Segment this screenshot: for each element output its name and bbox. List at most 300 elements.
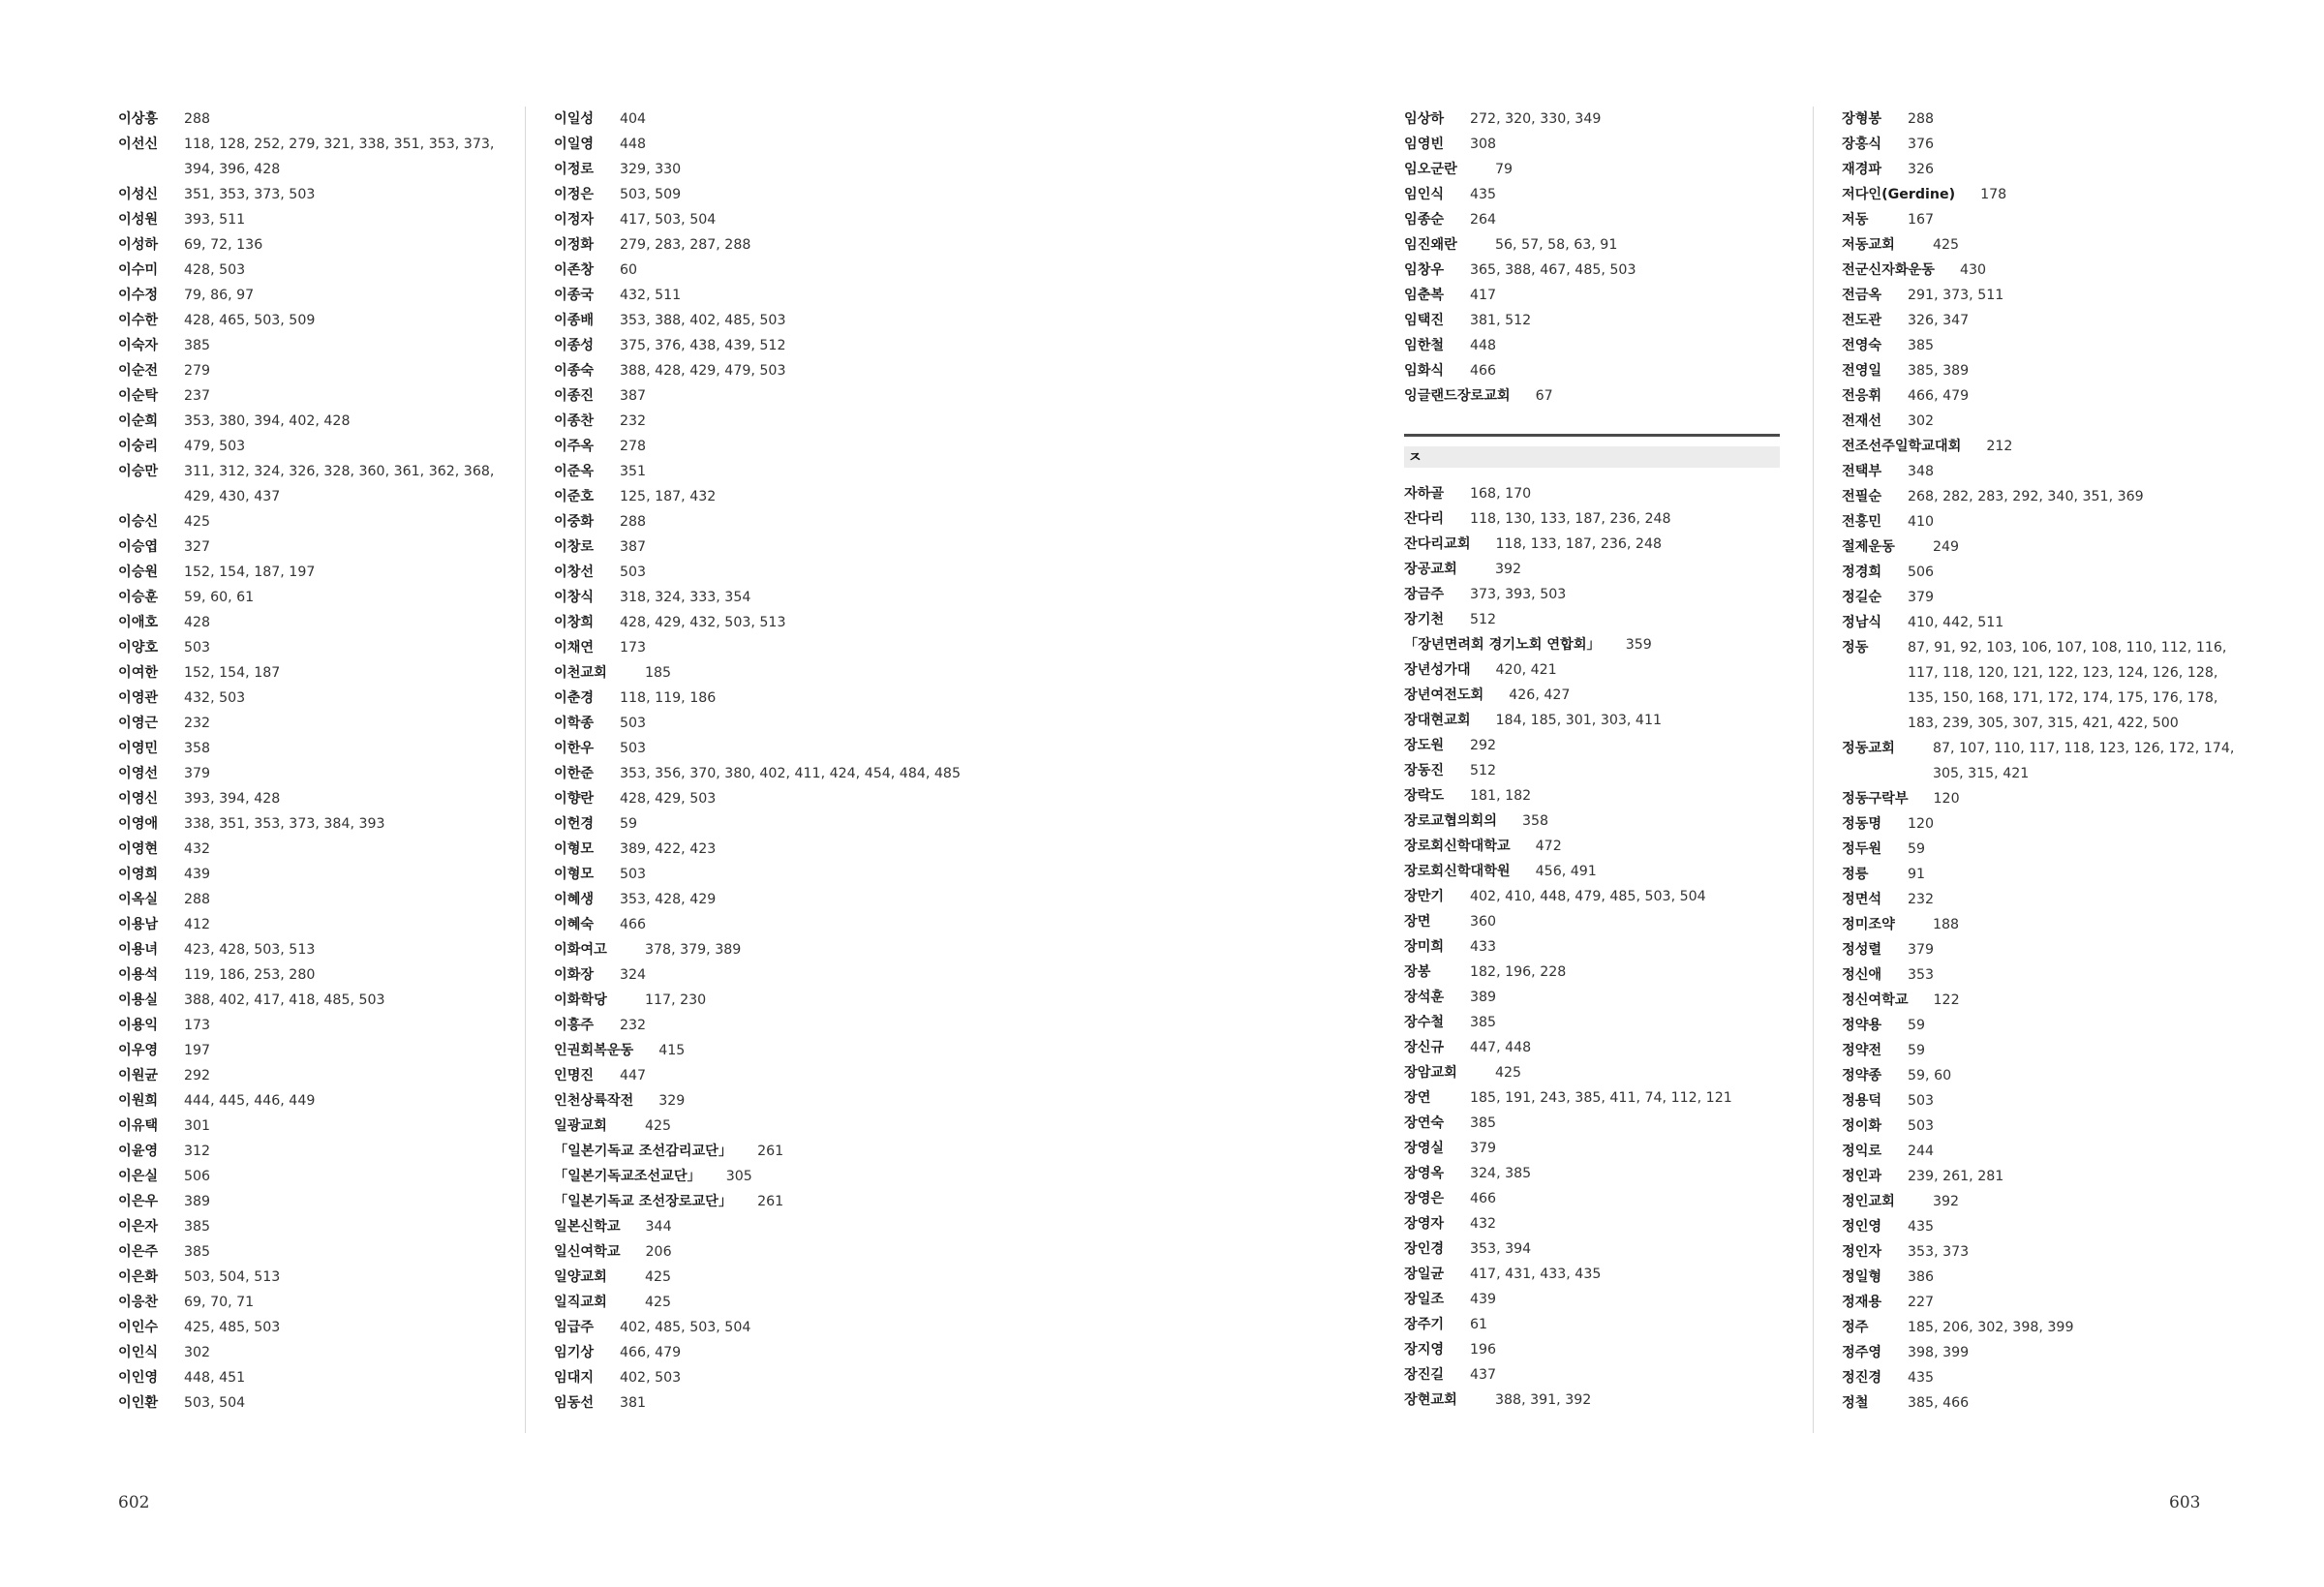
index-page-refs: 311, 312, 324, 326, 328, 360, 361, 362, 368, 429, 430, 437 — [184, 464, 495, 504]
index-entry — [118, 660, 505, 686]
index-entry — [1842, 736, 2248, 786]
index-page-refs: 288 — [184, 111, 211, 127]
index-entry — [1404, 1312, 1791, 1337]
section-heading — [1404, 434, 1780, 468]
index-entry — [118, 1365, 505, 1390]
index-entry — [1404, 683, 1791, 708]
index-page-refs: 439 — [184, 867, 211, 882]
index-entry — [554, 434, 961, 459]
index-page-refs: 305 — [725, 1169, 752, 1184]
index-page-refs: 59, 60, 61 — [184, 590, 255, 605]
index-page-refs: 69, 70, 71 — [184, 1295, 255, 1310]
index-entry — [118, 207, 505, 232]
column-divider — [1813, 107, 1814, 1433]
index-page-refs: 324 — [620, 967, 647, 983]
index-page-refs: 503 — [1908, 1093, 1935, 1109]
index-entry — [554, 585, 961, 610]
index-entry — [1842, 862, 2248, 887]
index-page-refs: 264 — [1470, 212, 1497, 228]
index-term: 절제운동 — [1842, 539, 1895, 555]
index-page-refs: 503, 509 — [620, 187, 682, 202]
index-entry — [1404, 1262, 1791, 1287]
index-term: 장동진 — [1404, 763, 1445, 778]
index-term: 장만기 — [1404, 889, 1445, 904]
index-entry — [554, 509, 961, 534]
index-page-refs: 417 — [1470, 288, 1497, 303]
index-entry — [1842, 484, 2248, 509]
index-term: 이은자 — [118, 1219, 159, 1235]
index-entry — [1404, 783, 1791, 809]
index-term: 정주 — [1842, 1320, 1869, 1335]
index-entry — [118, 182, 505, 207]
index-page-refs: 232 — [620, 1018, 647, 1033]
index-entry — [118, 1315, 505, 1340]
index-entry — [118, 1013, 505, 1038]
index-term: 장로회신학대학원 — [1404, 864, 1511, 879]
index-page-refs: 59, 60 — [1908, 1068, 1952, 1083]
index-term: 전택부 — [1842, 464, 1882, 479]
index-entry — [118, 811, 505, 837]
index-term: 장년여전도회 — [1404, 687, 1484, 703]
index-page-refs: 79 — [1495, 162, 1514, 177]
index-page-refs: 292 — [1470, 738, 1497, 753]
index-page-refs: 375, 376, 438, 439, 512 — [620, 338, 786, 353]
index-term: 정재용 — [1842, 1295, 1882, 1310]
index-term: 이존창 — [554, 262, 595, 278]
index-term: 장봉 — [1404, 964, 1431, 980]
index-page-refs: 432 — [1470, 1216, 1497, 1232]
index-page-refs: 387 — [620, 539, 647, 555]
index-entry — [1842, 1189, 2248, 1214]
index-page-refs: 379 — [1908, 590, 1935, 605]
index-term: 임춘복 — [1404, 288, 1445, 303]
index-term: 이상흥 — [118, 111, 159, 127]
index-page-refs: 353, 388, 402, 485, 503 — [620, 313, 786, 328]
index-page-refs: 279, 283, 287, 288 — [620, 237, 751, 253]
index-term: 이여한 — [118, 665, 159, 681]
index-term: 전영숙 — [1842, 338, 1882, 353]
index-page-refs: 512 — [1470, 763, 1497, 778]
index-term: 장진길 — [1404, 1367, 1445, 1383]
index-page-refs: 385 — [184, 1244, 211, 1260]
index-term: 정동구락부 — [1842, 791, 1909, 807]
index-page-refs: 268, 282, 283, 292, 340, 351, 369 — [1908, 489, 2144, 504]
index-page-refs: 326, 347 — [1908, 313, 1970, 328]
index-term: 정릉 — [1842, 867, 1869, 882]
index-page-refs: 392 — [1933, 1194, 1960, 1209]
index-entry — [554, 962, 961, 988]
index-entry — [554, 1038, 961, 1063]
index-entry — [1842, 837, 2248, 862]
index-term: 이성원 — [118, 212, 159, 228]
index-page-refs: 425 — [1495, 1065, 1522, 1081]
index-page-refs: 503 — [620, 565, 647, 580]
index-entry — [1404, 107, 1791, 132]
index-term: 장영실 — [1404, 1141, 1445, 1156]
index-entry — [554, 937, 961, 962]
index-entry — [554, 1139, 961, 1164]
index-term: 임종순 — [1404, 212, 1445, 228]
index-entry — [118, 1189, 505, 1214]
index-entry — [554, 786, 961, 811]
index-page-refs: 389, 422, 423 — [620, 841, 717, 857]
index-page-refs: 385, 466 — [1908, 1395, 1970, 1411]
index-page-refs: 184, 185, 301, 303, 411 — [1495, 713, 1663, 728]
index-term: 장일균 — [1404, 1267, 1445, 1282]
index-entry — [1842, 534, 2248, 560]
index-entry — [1404, 182, 1791, 207]
index-term: 이한우 — [554, 741, 595, 756]
index-column-4 — [1842, 107, 2248, 1416]
index-term: 이종성 — [554, 338, 595, 353]
index-term: 임대지 — [554, 1370, 595, 1386]
index-entry — [554, 157, 961, 182]
index-entry — [1404, 1161, 1791, 1186]
index-term: 인명진 — [554, 1068, 595, 1083]
index-entry — [554, 811, 961, 837]
index-entry — [1842, 635, 2248, 736]
index-term: 정길순 — [1842, 590, 1882, 605]
index-term: 재경파 — [1842, 162, 1882, 177]
index-term: 정약전 — [1842, 1043, 1882, 1058]
index-entry — [554, 1315, 961, 1340]
index-term: 이학종 — [554, 716, 595, 731]
index-page-refs: 118, 130, 133, 187, 236, 248 — [1470, 511, 1671, 527]
index-page-refs: 188 — [1933, 917, 1960, 932]
index-page-refs: 353, 356, 370, 380, 402, 411, 424, 454, 484, 485 — [620, 766, 961, 781]
index-page-refs: 173 — [184, 1018, 211, 1033]
page-number-right: 603 — [2169, 1493, 2201, 1512]
index-page-refs: 120 — [1933, 791, 1960, 807]
index-entry — [1842, 1114, 2248, 1139]
index-term: 임동선 — [554, 1395, 595, 1411]
index-entry — [1404, 1035, 1791, 1060]
index-entry — [1404, 834, 1791, 859]
index-page-refs: 353, 428, 429 — [620, 892, 717, 907]
index-term: 정용덕 — [1842, 1093, 1882, 1109]
index-entry — [1404, 1085, 1791, 1111]
index-page-refs: 412 — [184, 917, 211, 932]
index-page-refs: 466, 479 — [620, 1345, 682, 1360]
index-page-refs: 430 — [1959, 262, 1987, 278]
index-page-refs: 59 — [1908, 1043, 1926, 1058]
section-letter: ㅈ — [1404, 446, 1780, 468]
index-entry — [1842, 962, 2248, 988]
index-entry — [1842, 258, 2248, 283]
index-term: 이용남 — [118, 917, 159, 932]
index-entry — [118, 988, 505, 1013]
index-page-refs: 344 — [645, 1219, 672, 1235]
index-term: 이원균 — [118, 1068, 159, 1083]
index-term: 이준옥 — [554, 464, 595, 479]
index-term: 정성렬 — [1842, 942, 1882, 958]
index-page-refs: 118, 128, 252, 279, 321, 338, 351, 353, 373, 394, 396, 428 — [184, 137, 495, 177]
index-term: 일신여학교 — [554, 1244, 621, 1260]
index-term: 이순탁 — [118, 388, 159, 404]
index-page-refs: 381, 512 — [1470, 313, 1532, 328]
index-column-3 — [1404, 107, 1791, 1413]
index-term: 정두원 — [1842, 841, 1882, 857]
index-entry — [1404, 733, 1791, 758]
index-term: 이옥실 — [118, 892, 159, 907]
index-term: 장연숙 — [1404, 1115, 1445, 1131]
index-page-refs: 152, 154, 187, 197 — [184, 565, 316, 580]
index-page-refs: 119, 186, 253, 280 — [184, 967, 316, 983]
index-entry — [1842, 1088, 2248, 1114]
index-term: 이영근 — [118, 716, 159, 731]
index-term: 임영빈 — [1404, 137, 1445, 152]
index-page-refs: 472 — [1535, 839, 1562, 854]
index-term: 이혜숙 — [554, 917, 595, 932]
index-entry — [118, 962, 505, 988]
index-entry — [1842, 560, 2248, 585]
index-page-refs: 393, 394, 428 — [184, 791, 281, 807]
index-page-refs: 503 — [1908, 1118, 1935, 1134]
index-entry — [554, 409, 961, 434]
index-page-refs: 227 — [1908, 1295, 1935, 1310]
index-term: 잔다리 — [1404, 511, 1445, 527]
index-term: 이화여고 — [554, 942, 607, 958]
index-page-refs: 249 — [1933, 539, 1960, 555]
index-entry — [1842, 308, 2248, 333]
index-page-refs: 386 — [1908, 1269, 1935, 1285]
index-page-refs: 185 — [645, 665, 672, 681]
index-term: 이천교회 — [554, 665, 607, 681]
index-entry — [554, 534, 961, 560]
index-term: 이종진 — [554, 388, 595, 404]
index-page-refs: 353, 373 — [1908, 1244, 1970, 1260]
index-page-refs: 206 — [645, 1244, 672, 1260]
index-page-refs: 437 — [1470, 1367, 1497, 1383]
right-page — [1162, 0, 2324, 1587]
index-entry — [1404, 1388, 1791, 1413]
index-page-refs: 385 — [1908, 338, 1935, 353]
index-term: 이애호 — [118, 615, 159, 630]
index-term: 장주기 — [1404, 1317, 1445, 1332]
index-term: 장지영 — [1404, 1342, 1445, 1358]
index-entry — [1404, 132, 1791, 157]
index-page-refs: 326 — [1908, 162, 1935, 177]
index-term: 이용실 — [118, 992, 159, 1008]
index-term: 장면 — [1404, 914, 1431, 930]
index-entry — [118, 534, 505, 560]
index-term: 정약용 — [1842, 1018, 1882, 1033]
index-entry — [1842, 1139, 2248, 1164]
index-term: 정경희 — [1842, 565, 1882, 580]
index-entry — [118, 1088, 505, 1114]
index-term: 정인영 — [1842, 1219, 1882, 1235]
index-term: 장금주 — [1404, 587, 1445, 602]
index-page-refs: 125, 187, 432 — [620, 489, 717, 504]
index-page-refs: 435 — [1908, 1219, 1935, 1235]
index-term: 이정화 — [554, 237, 595, 253]
index-term: 이원희 — [118, 1093, 159, 1109]
index-page-refs: 168, 170 — [1470, 486, 1532, 502]
index-page-refs: 173 — [620, 640, 647, 656]
index-term: 이창선 — [554, 565, 595, 580]
index-term: 저다인(Gerdine) — [1842, 187, 1956, 202]
index-entry — [118, 509, 505, 534]
index-entry — [1842, 459, 2248, 484]
index-page-refs: 358 — [1521, 813, 1549, 829]
index-page-refs: 432 — [184, 841, 211, 857]
index-entry — [118, 1214, 505, 1239]
index-term: 이향란 — [554, 791, 595, 807]
index-entry — [118, 1063, 505, 1088]
index-entry — [1404, 1111, 1791, 1136]
index-page-refs: 402, 485, 503, 504 — [620, 1320, 751, 1335]
index-term: 이주옥 — [554, 439, 595, 454]
index-entry — [1842, 912, 2248, 937]
index-term: 이준호 — [554, 489, 595, 504]
index-term: 「일본기독교 조선감리교단」 — [554, 1144, 733, 1159]
index-entry — [118, 358, 505, 383]
index-entry — [554, 1013, 961, 1038]
index-page-refs: 432, 503 — [184, 690, 246, 706]
index-term: 이일성 — [554, 111, 595, 127]
index-term: 정이화 — [1842, 1118, 1882, 1134]
index-page-refs: 359 — [1625, 637, 1652, 653]
index-entry — [1404, 1362, 1791, 1388]
index-entry — [1404, 1010, 1791, 1035]
index-term: 임창우 — [1404, 262, 1445, 278]
index-term: 저동교회 — [1842, 237, 1895, 253]
index-term: 이용석 — [118, 967, 159, 983]
index-page-refs: 61 — [1470, 1317, 1488, 1332]
index-page-refs: 503 — [620, 741, 647, 756]
index-page-refs: 417, 503, 504 — [620, 212, 717, 228]
index-page-refs: 365, 388, 467, 485, 503 — [1470, 262, 1636, 278]
index-entry — [1404, 1060, 1791, 1085]
index-term: 정주영 — [1842, 1345, 1882, 1360]
index-entry — [1404, 909, 1791, 934]
index-entry — [1404, 308, 1791, 333]
index-entry — [1404, 884, 1791, 909]
index-entry — [1842, 887, 2248, 912]
index-page-refs: 288 — [620, 514, 647, 530]
index-page-refs: 178 — [1980, 187, 2007, 202]
index-term: 정일형 — [1842, 1269, 1882, 1285]
index-page-refs: 456, 491 — [1535, 864, 1597, 879]
index-entry — [1842, 409, 2248, 434]
index-term: 이창로 — [554, 539, 595, 555]
index-entry — [1842, 610, 2248, 635]
index-entry — [118, 283, 505, 308]
index-page-refs: 428, 429, 432, 503, 513 — [620, 615, 786, 630]
index-term: 이정은 — [554, 187, 595, 202]
index-term: 이성신 — [118, 187, 159, 202]
index-term: 이종찬 — [554, 413, 595, 429]
index-page-refs: 428 — [184, 615, 211, 630]
index-entry — [118, 610, 505, 635]
index-term: 정인과 — [1842, 1169, 1882, 1184]
index-page-refs: 182, 196, 228 — [1470, 964, 1567, 980]
index-page-refs: 278 — [620, 439, 647, 454]
index-term: 이은실 — [118, 1169, 159, 1184]
index-term: 이윤영 — [118, 1144, 159, 1159]
index-entry — [1404, 934, 1791, 960]
index-page-refs: 428, 429, 503 — [620, 791, 717, 807]
index-term: 장석훈 — [1404, 990, 1445, 1005]
index-term: 일양교회 — [554, 1269, 607, 1285]
index-page-refs: 302 — [184, 1345, 211, 1360]
index-term: 「일본기독교조선교단」 — [554, 1169, 701, 1184]
index-term: 장락도 — [1404, 788, 1445, 804]
index-page-refs: 398, 399 — [1908, 1345, 1970, 1360]
index-entry — [118, 585, 505, 610]
index-entry — [554, 1114, 961, 1139]
index-term: 정인교회 — [1842, 1194, 1895, 1209]
index-term: 이화학당 — [554, 992, 607, 1008]
index-entry — [554, 1214, 961, 1239]
index-term: 이창식 — [554, 590, 595, 605]
index-term: 장연 — [1404, 1090, 1431, 1106]
index-term: 장신규 — [1404, 1040, 1445, 1055]
index-term: 정철 — [1842, 1395, 1869, 1411]
index-term: 전응휘 — [1842, 388, 1882, 404]
page-number-left: 602 — [118, 1493, 150, 1512]
index-term: 이종숙 — [554, 363, 595, 379]
index-term: 이순전 — [118, 363, 159, 379]
index-term: 이중화 — [554, 514, 595, 530]
index-term: 전군신자화운동 — [1842, 262, 1935, 278]
index-term: 장영옥 — [1404, 1166, 1445, 1181]
index-entry — [1842, 585, 2248, 610]
index-term: 이인영 — [118, 1370, 159, 1386]
index-term: 정동명 — [1842, 816, 1882, 832]
index-term: 정미조약 — [1842, 917, 1895, 932]
index-entry — [118, 761, 505, 786]
index-page-refs: 506 — [184, 1169, 211, 1184]
index-entry — [554, 1365, 961, 1390]
index-page-refs: 117, 230 — [645, 992, 707, 1008]
index-entry — [1842, 207, 2248, 232]
index-term: 정신여학교 — [1842, 992, 1909, 1008]
index-entry — [554, 837, 961, 862]
index-term: 이한준 — [554, 766, 595, 781]
index-entry — [1842, 1164, 2248, 1189]
index-page-refs: 353, 394 — [1470, 1241, 1532, 1257]
index-term: 이양호 — [118, 640, 159, 656]
index-page-refs: 56, 57, 58, 63, 91 — [1495, 237, 1618, 253]
index-entry — [1404, 985, 1791, 1010]
index-page-refs: 244 — [1908, 1144, 1935, 1159]
index-entry — [554, 1290, 961, 1315]
index-page-refs: 466, 479 — [1908, 388, 1970, 404]
index-page-refs: 435 — [1908, 1370, 1935, 1386]
index-entry — [1404, 383, 1791, 409]
index-page-refs: 301 — [184, 1118, 211, 1134]
index-page-refs: 288 — [1908, 111, 1935, 127]
index-term: 전도관 — [1842, 313, 1882, 328]
index-entry — [554, 1390, 961, 1416]
index-entry — [554, 711, 961, 736]
index-page-refs: 402, 503 — [620, 1370, 682, 1386]
index-term: 임급주 — [554, 1320, 595, 1335]
index-page-refs: 385 — [1470, 1015, 1497, 1030]
index-term: 이정로 — [554, 162, 595, 177]
index-page-refs: 503, 504, 513 — [184, 1269, 281, 1285]
index-page-refs: 79, 86, 97 — [184, 288, 255, 303]
index-entry — [1404, 1236, 1791, 1262]
index-page-refs: 318, 324, 333, 354 — [620, 590, 751, 605]
index-page-refs: 503 — [184, 640, 211, 656]
index-page-refs: 417, 431, 433, 435 — [1470, 1267, 1602, 1282]
index-term: 장미희 — [1404, 939, 1445, 955]
index-page-refs: 351, 353, 373, 503 — [184, 187, 316, 202]
index-entry — [554, 358, 961, 383]
index-entry — [554, 283, 961, 308]
